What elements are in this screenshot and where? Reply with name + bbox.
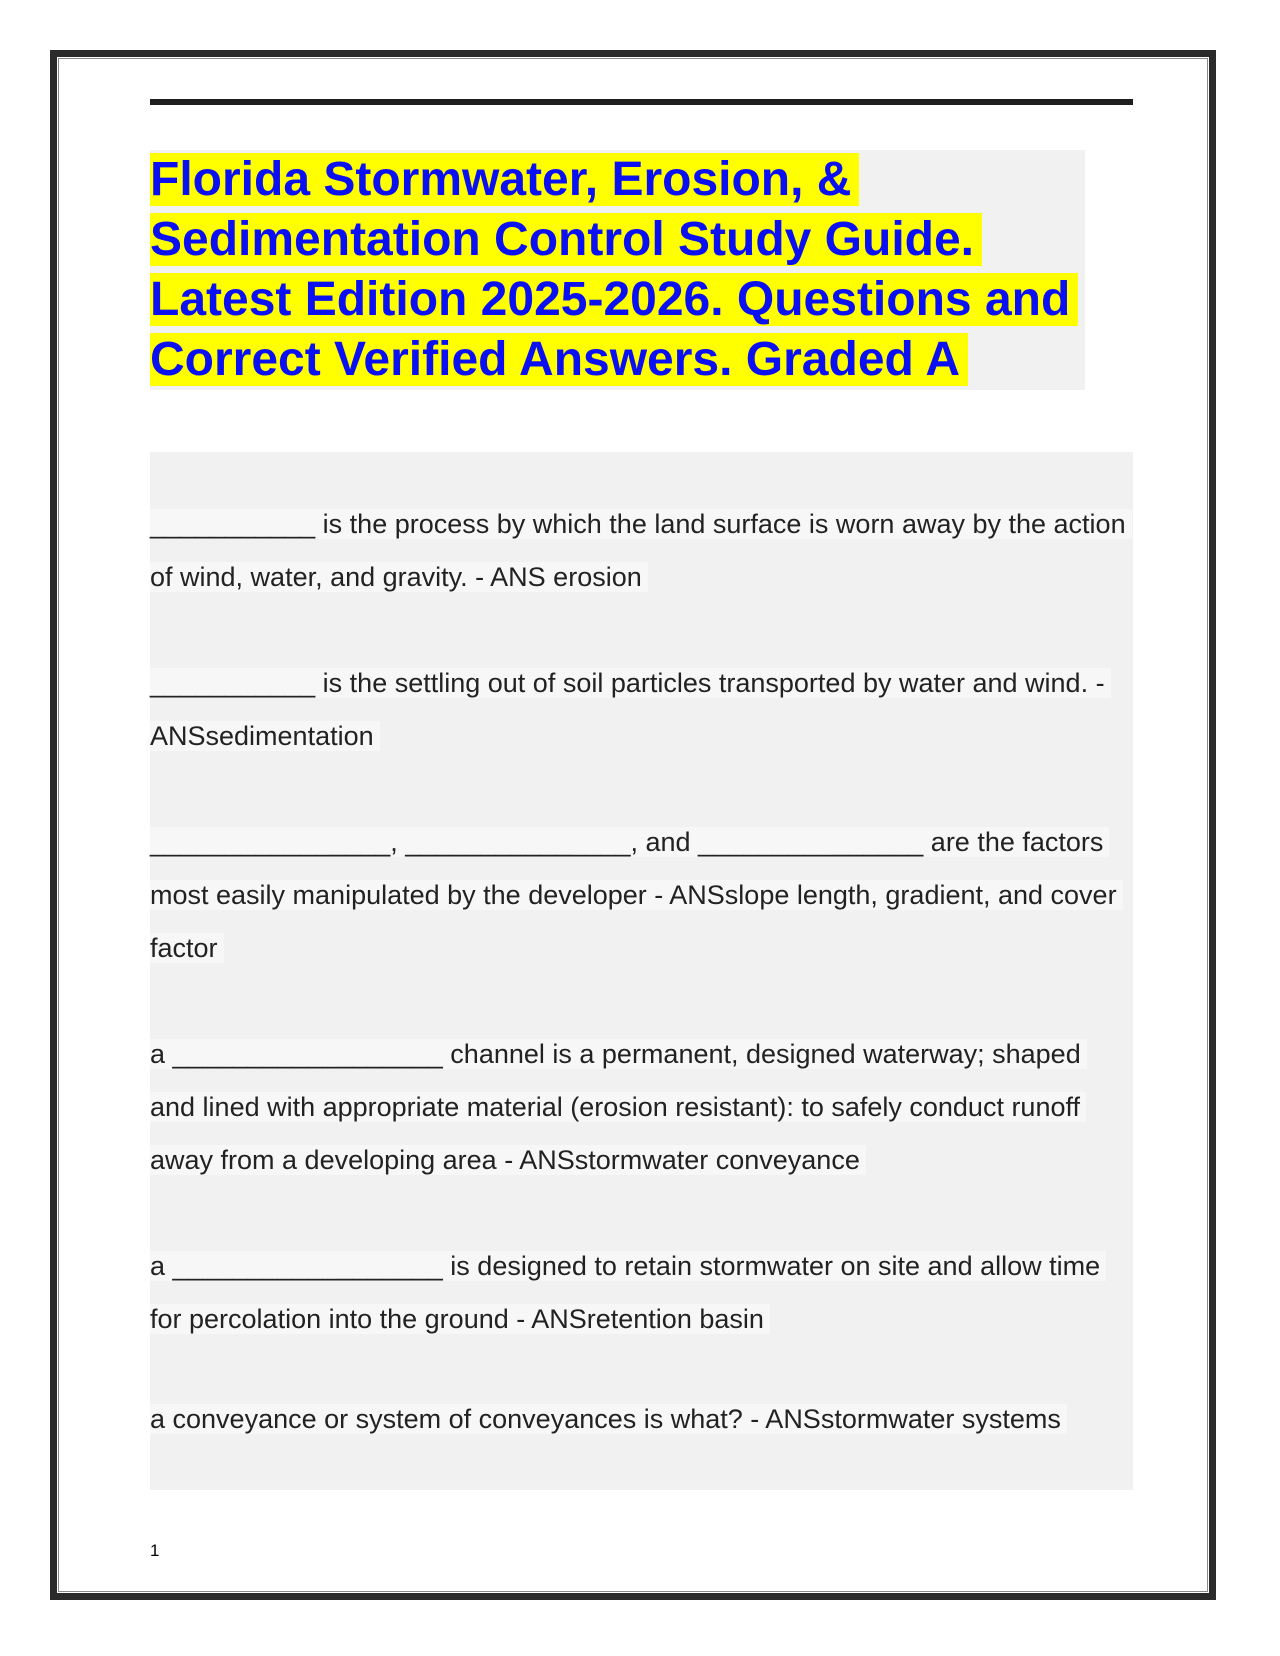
- qa-item: [150, 1399, 1133, 1439]
- qa-item: [150, 816, 1133, 975]
- title-highlight: Florida Stormwater, Erosion, & Sedimentation Control Study Guide. Latest Edition 2025-2026. Questions and Correct Verified Answers. Graded A: [150, 153, 1078, 386]
- qa-item: [150, 1028, 1133, 1187]
- header-rule: [150, 99, 1133, 105]
- qa-item: [150, 1240, 1133, 1346]
- title-block: [150, 150, 1085, 390]
- qa-item: [150, 498, 1133, 604]
- qa-item: [150, 657, 1133, 763]
- qa-text: a conveyance or system of conveyances is what? - ANSstormwater systems: [150, 1404, 1067, 1434]
- qa-text: a __________________ is designed to retain stormwater on site and allow time for percolation into the ground - ANSretention basin: [150, 1251, 1106, 1334]
- qa-list: [150, 498, 1133, 1492]
- document-title: [150, 150, 1085, 390]
- qa-text: ___________ is the process by which the land surface is worn away by the action of wind, water, and gravity. - ANS erosion: [150, 509, 1132, 592]
- page-number: 1: [150, 1541, 160, 1560]
- qa-text: ________________, _______________, and _______________ are the factors most easily manipulated by the developer - ANSslope length, gradient, and cover factor: [150, 827, 1123, 963]
- qa-text: ___________ is the settling out of soil particles transported by water and wind. - ANSsedimentation: [150, 668, 1111, 751]
- qa-text: a __________________ channel is a permanent, designed waterway; shaped and lined with appropriate material (erosion resistant): to safely conduct runoff away from a developing area - ANSstormwater conveyance: [150, 1039, 1087, 1175]
